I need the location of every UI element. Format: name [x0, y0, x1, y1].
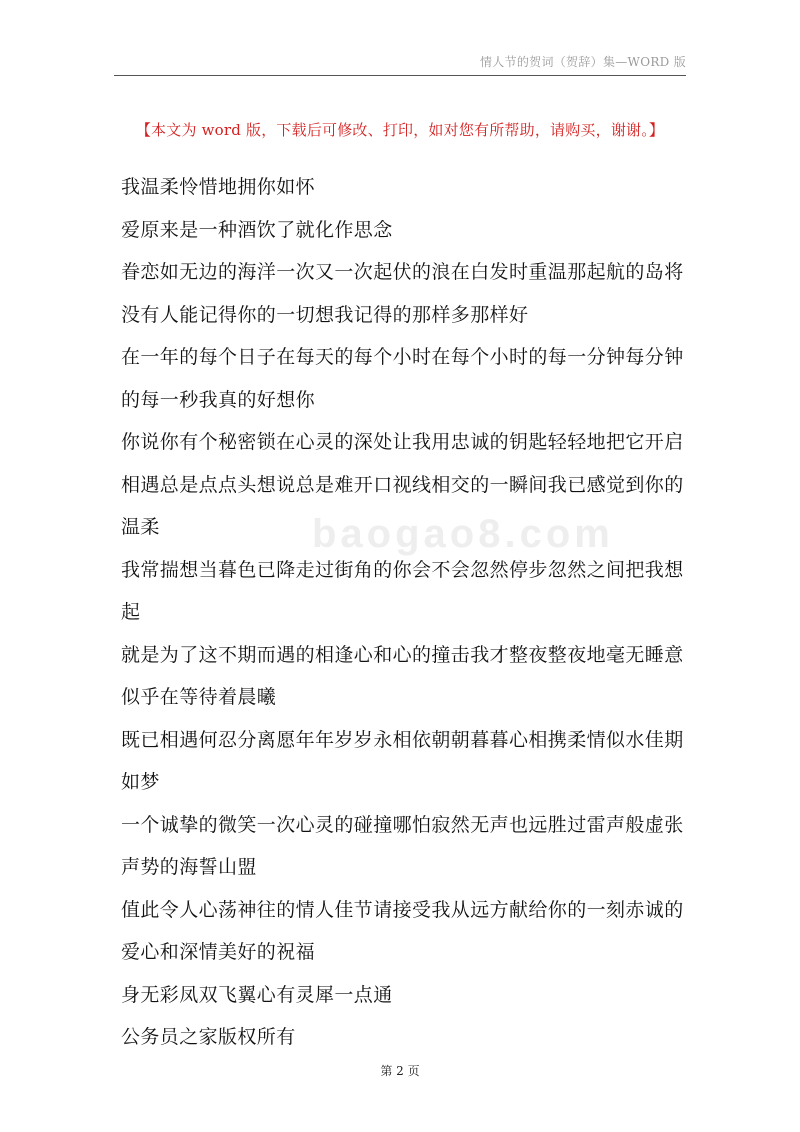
body-line: 在一年的每个日子在每天的每个小时在每个小时的每一分钟每分钟	[121, 346, 684, 368]
body-line: 公务员之家版权所有	[121, 1026, 296, 1048]
header-divider	[114, 75, 686, 76]
body-line: 声势的海誓山盟	[121, 856, 257, 878]
body-line: 我温柔怜惜地拥你如怀	[121, 176, 316, 198]
body-line: 值此令人心荡神往的情人佳节请接受我从远方献给你的一刻赤诚的	[121, 898, 684, 921]
body-line: 就是为了这不期而遇的相逢心和心的撞击我才整夜整夜地毫无睡意	[121, 643, 684, 666]
body-line: 起	[121, 601, 141, 623]
body-line: 似乎在等待着晨曦	[121, 686, 277, 708]
body-line: 我常揣想当暮色已降走过街角的你会不会忽然停步忽然之间把我想	[121, 558, 684, 581]
body-line: 爱原来是一种酒饮了就化作思念	[121, 218, 393, 241]
download-notice: 【本文为 word 版，下载后可修改、打印，如对您有所帮助，请购买，谢谢。】	[135, 121, 665, 139]
page-number: 第 2 页	[380, 1064, 420, 1078]
body-line: 身无彩凤双飞翼心有灵犀一点通	[121, 983, 393, 1006]
body-line: 一个诚挚的微笑一次心灵的碰撞哪怕寂然无声也远胜过雷声般虚张	[121, 813, 684, 836]
body-text	[121, 166, 691, 1059]
header-title: 情人节的贺词（贺辞）集—WORD 版	[479, 55, 686, 69]
body-line: 没有人能记得你的一切想我记得的那样多那样好	[121, 303, 529, 326]
body-line: 如梦	[121, 771, 160, 793]
body-line: 温柔	[121, 516, 160, 538]
body-line: 的每一秒我真的好想你	[121, 388, 316, 411]
body-line: 爱心和深情美好的祝福	[121, 941, 316, 963]
watermark: baogao8.com	[312, 512, 614, 556]
body-line: 眷恋如无边的海洋一次又一次起伏的浪在白发时重温那起航的岛将	[121, 261, 684, 283]
body-line: 你说你有个秘密锁在心灵的深处让我用忠诚的钥匙轻轻地把它开启	[121, 431, 684, 453]
body-line: 相遇总是点点头想说总是难开口视线相交的一瞬间我已感觉到你的	[121, 473, 684, 496]
body-line: 既已相遇何忍分离愿年年岁岁永相依朝朝暮暮心相携柔情似水佳期	[121, 728, 684, 751]
